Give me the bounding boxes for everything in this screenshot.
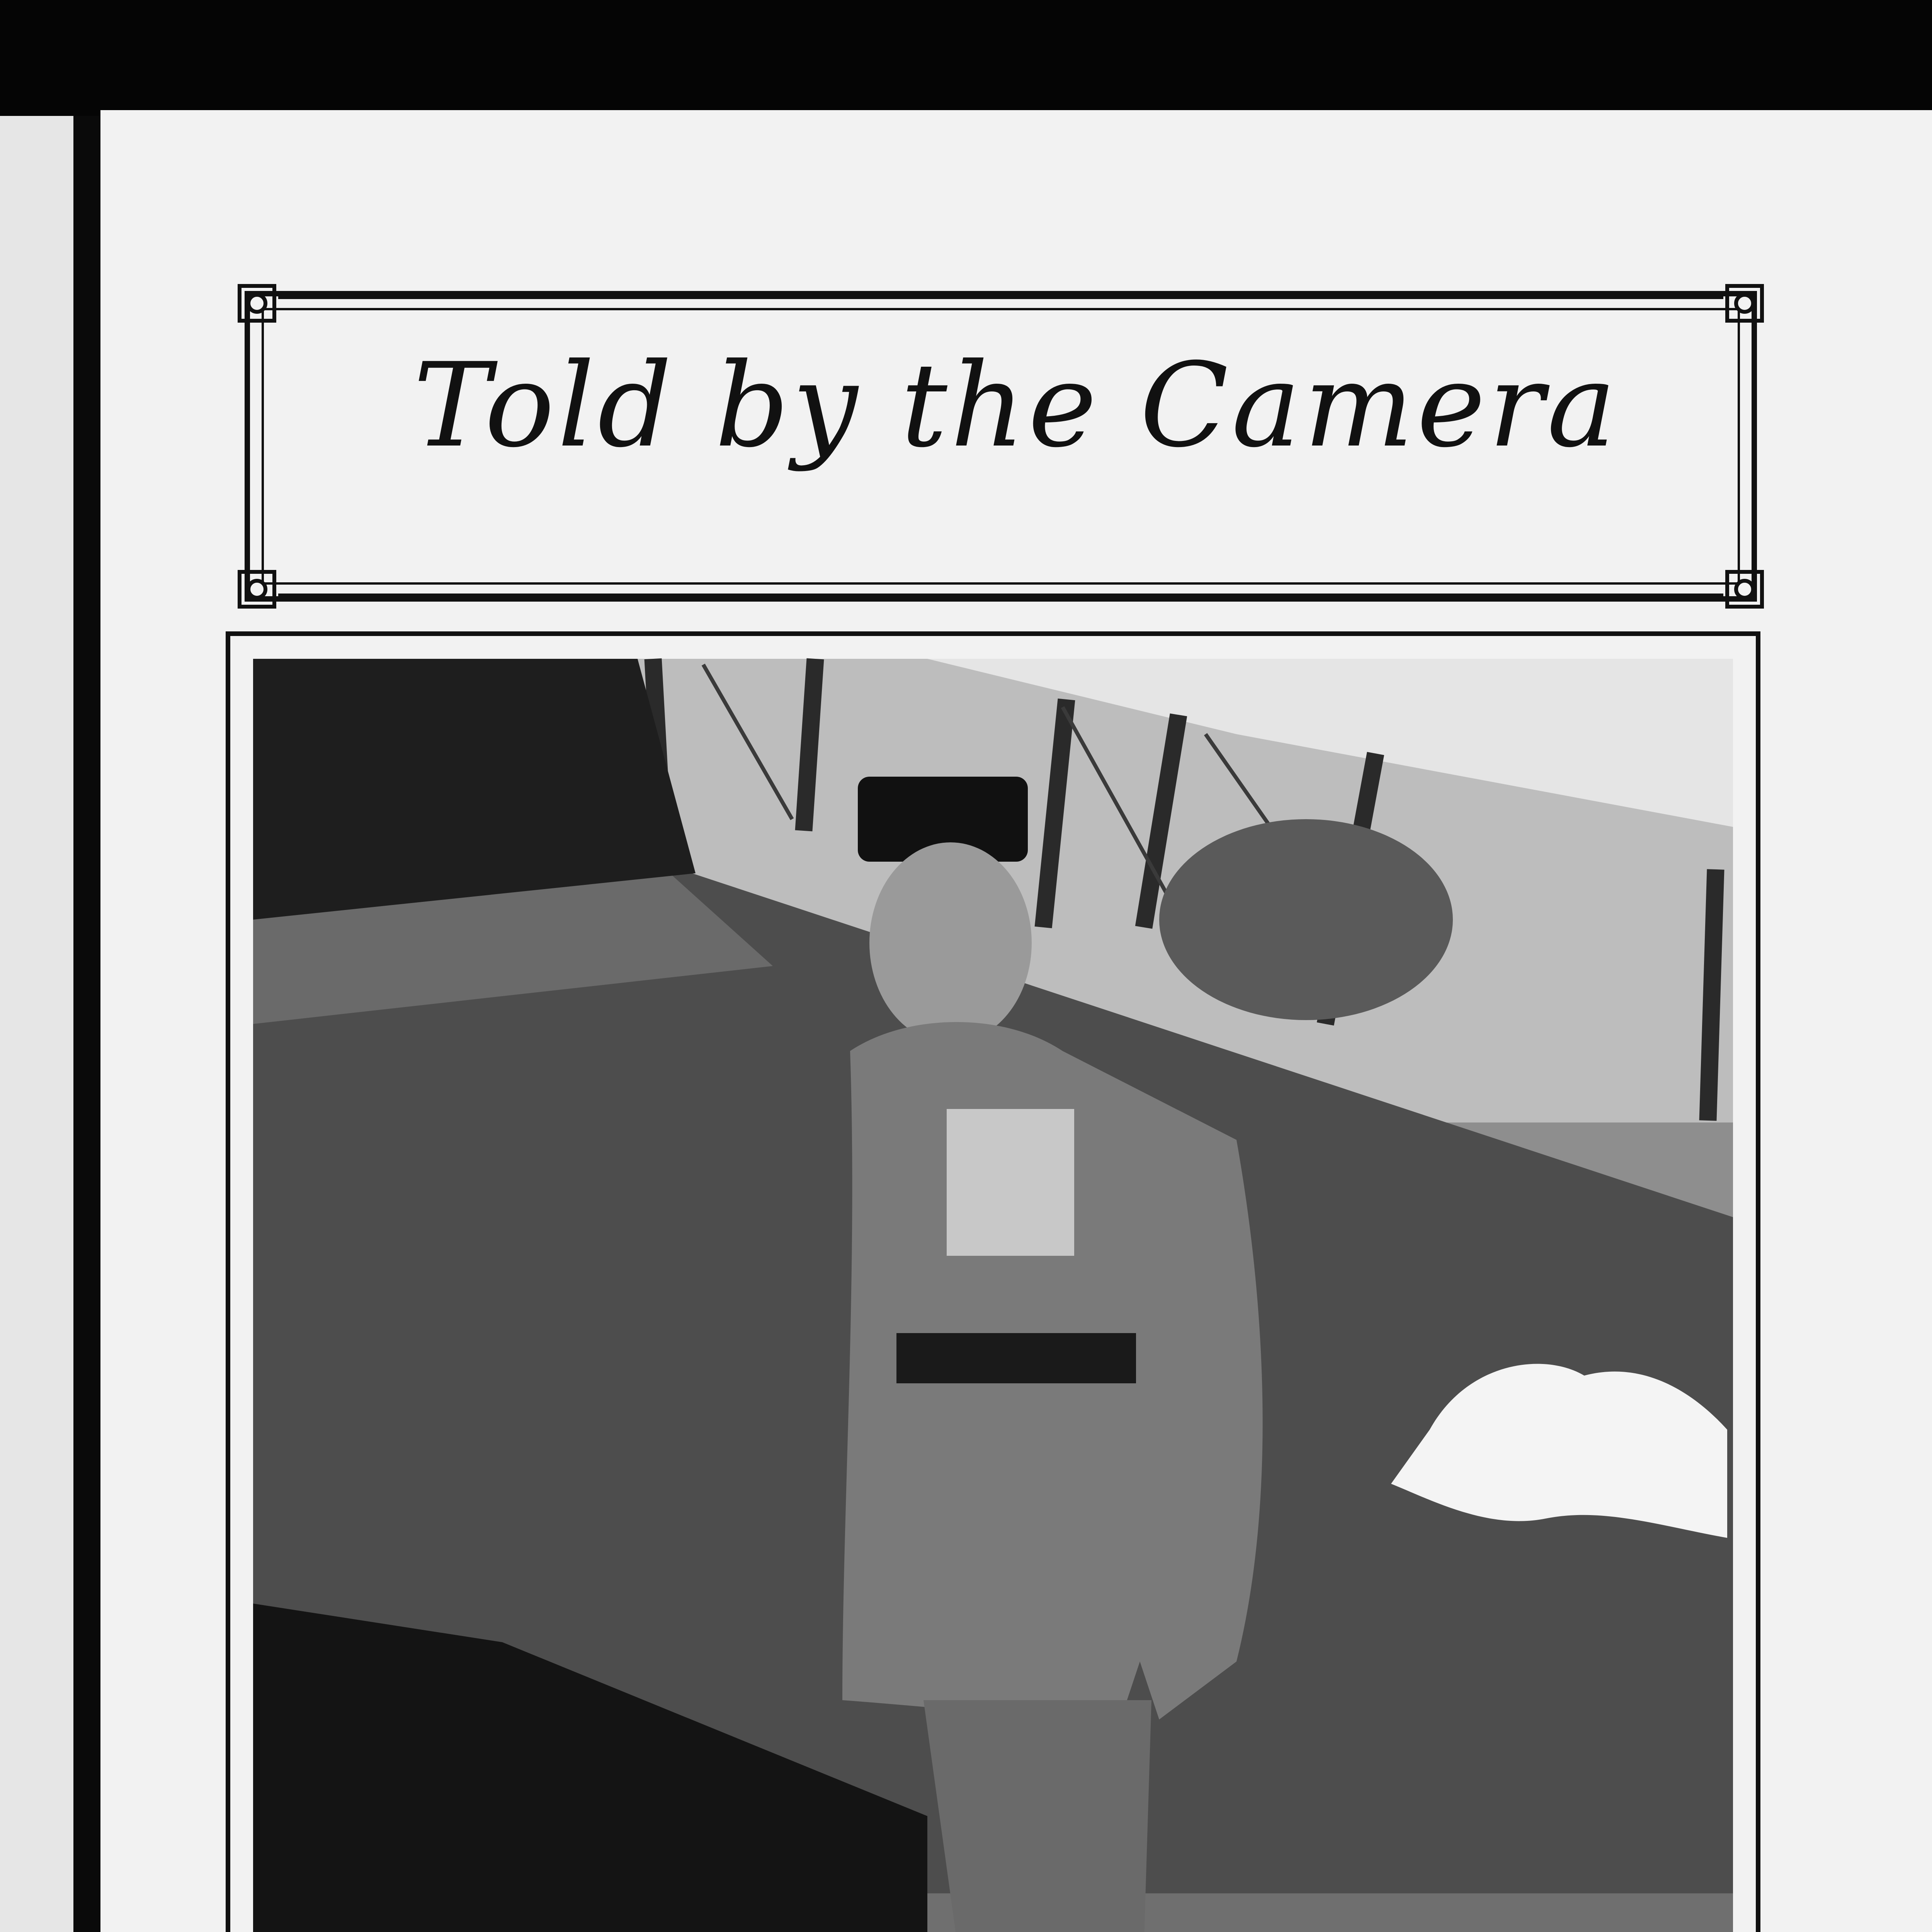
previous-page-edge [0, 116, 73, 1932]
photograph-lieutenant-fonck [228, 634, 1758, 1932]
page-title: Told by the Camera [413, 338, 1619, 473]
